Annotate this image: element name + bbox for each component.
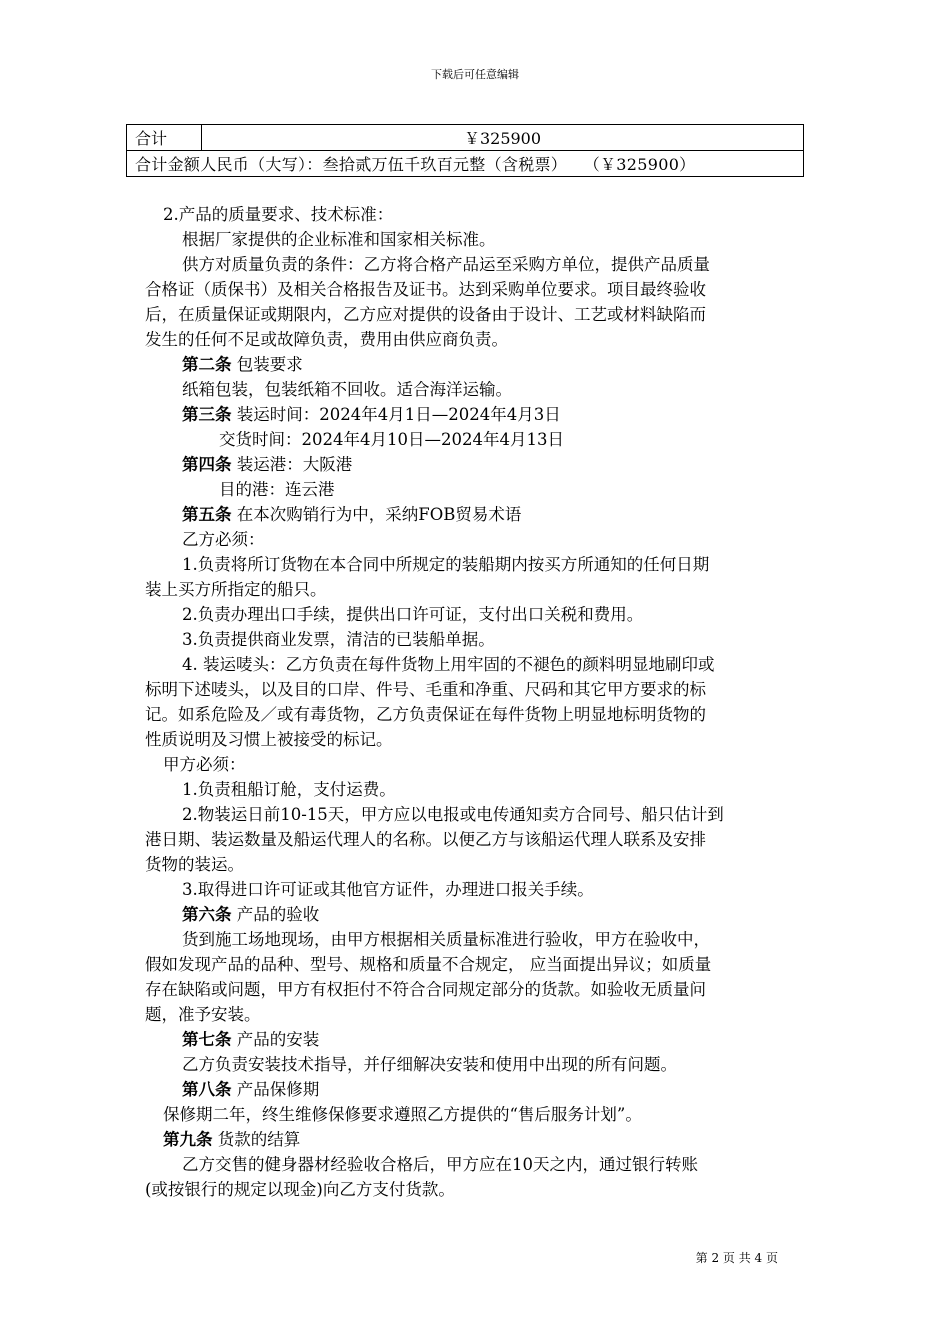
destination-port: 目的港：连云港 [219,480,335,499]
article-7 [145,1027,810,1052]
paragraph: 假如发现产品的品种、型号、规格和质量不合规定， 应当面提出异议；如质量 [145,955,712,974]
paragraph: 纸箱包装，包装纸箱不回收。适合海洋运输。 [182,380,512,399]
article-heading: 第五条 [182,505,232,524]
paragraph: 标明下述唛头，以及目的口岸、件号、毛重和净重、尺码和其它甲方要求的标 [145,680,706,699]
paragraph: 货物的装运。 [145,855,244,874]
article-heading: 第七条 [182,1030,232,1049]
table-row [127,151,804,177]
article-title: 产品的安装 [236,1030,320,1049]
paragraph: 港日期、装运数量及船运代理人的名称。以便乙方与该船运代理人联系及安排 [145,830,706,849]
paragraph: 后，在质量保证或期限内，乙方应对提供的设备由于设计、工艺或材料缺陷而 [145,305,706,324]
paragraph: 保修期二年，终生维修保修要求遵照乙方提供的“售后服务计划”。 [163,1105,642,1124]
article-title: 在本次购销行为中，采纳FOB贸易术语 [236,505,522,524]
paragraph: 乙方负责安装技术指导，并仔细解决安装和使用中出现的所有问题。 [182,1055,677,1074]
paragraph: 2.物装运日前10-15天，甲方应以电报或电传通知卖方合同号、船只估计到 [182,805,724,824]
loading-port: 装运港：大阪港 [236,455,353,474]
article-4 [145,452,810,477]
article-title: 产品的验收 [236,905,320,924]
article-heading: 第二条 [182,355,232,374]
paragraph: 3.负责提供商业发票，清洁的已装船单据。 [182,630,495,649]
paragraph: (或按银行的规定以现金)向乙方支付货款。 [145,1180,455,1199]
article-5 [145,502,810,527]
paragraph: 发生的任何不足或故障负责，费用由供应商负责。 [145,330,508,349]
paragraph: 3.取得进口许可证或其他官方证件，办理进口报关手续。 [182,880,594,899]
paragraph: 4. 装运唛头：乙方负责在每件货物上用牢固的不褪色的颜料明显地刷印或 [182,655,715,674]
shipping-time: 装运时间：2024年4月1日—2024年4月3日 [236,405,561,424]
article-heading: 第八条 [182,1080,232,1099]
paragraph: 货到施工场地现场，由甲方根据相关质量标准进行验收，甲方在验收中， [182,930,710,949]
article-6 [145,902,810,927]
paragraph: 1.负责将所订货物在本合同中所规定的装船期内按买方所通知的任何日期 [182,555,710,574]
article-8 [145,1077,810,1102]
total-label-cell: 合计 [127,125,202,151]
paragraph: 存在缺陷或问题，甲方有权拒付不符合合同规定部分的货款。如验收无质量问 [145,980,706,999]
contract-body [145,202,810,1202]
delivery-time: 交货时间：2024年4月10日—2024年4月13日 [219,430,564,449]
paragraph: 2.负责办理出口手续，提供出口许可证，支付出口关税和费用。 [182,605,644,624]
article-3 [145,402,810,427]
article-heading: 第九条 [163,1130,213,1149]
quality-section-title: 2.产品的质量要求、技术标准： [163,205,394,224]
page-number: 第 2 页 共 4 页 [695,1251,778,1265]
paragraph: 根据厂家提供的企业标准和国家相关标准。 [182,230,496,249]
paragraph: 记。如系危险及／或有毒货物，乙方负责保证在每件货物上明显地标明货物的 [145,705,706,724]
paragraph: 性质说明及习惯上被接受的标记。 [145,730,393,749]
paragraph: 题，准予安装。 [145,1005,261,1024]
paragraph: 装上买方所指定的船只。 [145,580,327,599]
article-heading: 第六条 [182,905,232,924]
article-title: 产品保修期 [236,1080,320,1099]
total-table [126,124,804,177]
total-value-cell: ￥325900 [202,125,804,151]
article-title: 货款的结算 [217,1130,301,1149]
paragraph: 乙方交售的健身器材经验收合格后，甲方应在10天之内，通过银行转账 [182,1155,698,1174]
table-row [127,125,804,151]
article-2 [145,352,810,377]
amount-in-words-cell: 合计金额人民币（大写）：叁拾贰万伍千玖百元整（含税票） （￥325900） [127,151,804,177]
article-title: 包装要求 [236,355,303,374]
buyer-must-label: 甲方必须： [163,755,246,774]
article-heading: 第四条 [182,455,232,474]
article-9 [145,1127,810,1152]
paragraph: 供方对质量负责的条件：乙方将合格产品运至采购方单位，提供产品质量 [182,255,710,274]
article-heading: 第三条 [182,405,232,424]
paragraph: 合格证（质保书）及相关合格报告及证书。达到采购单位要求。项目最终验收 [145,280,706,299]
paragraph: 1.负责租船订舱，支付运费。 [182,780,396,799]
seller-must-label: 乙方必须： [182,530,265,549]
page-header: 下载后可任意编辑 [431,68,519,81]
